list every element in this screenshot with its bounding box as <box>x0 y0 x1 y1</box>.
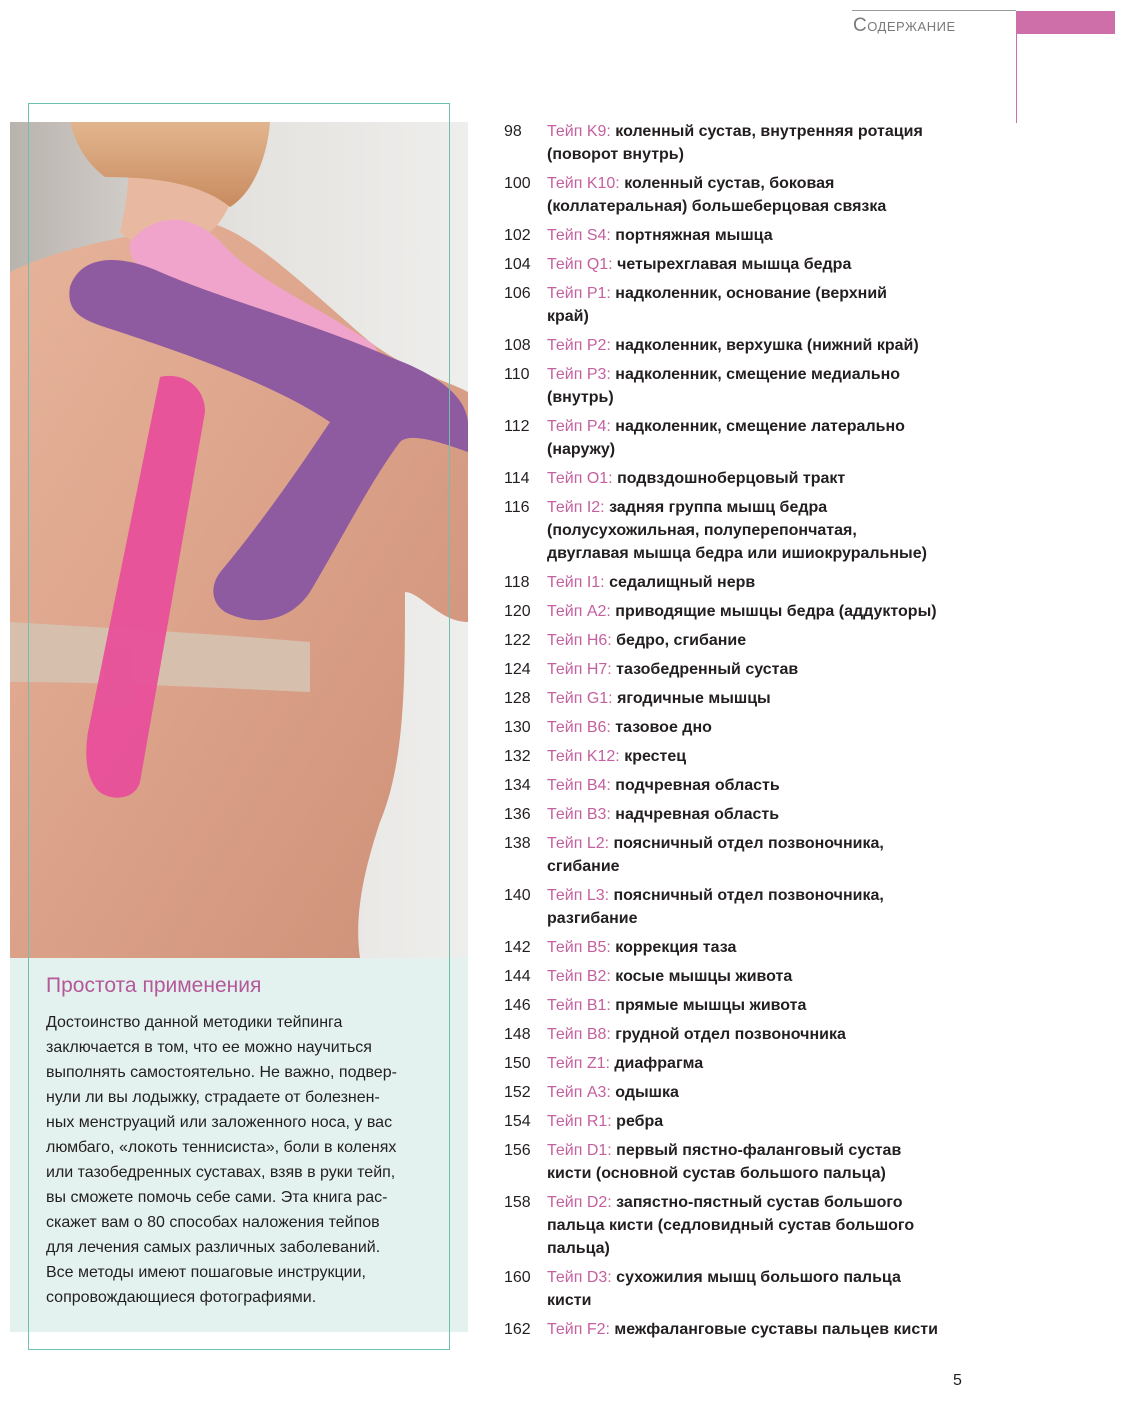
toc-entry <box>500 774 970 797</box>
toc-description: (полусухожильная, полуперепончатая, <box>547 522 857 539</box>
toc-entry <box>500 994 970 1017</box>
toc-page-number: 106 <box>504 285 531 302</box>
toc-description: надколенник, верхушка (нижний край) <box>615 337 919 354</box>
toc-entry <box>500 334 970 357</box>
toc-page-number: 140 <box>504 887 531 904</box>
toc-description: надколенник, смещение медиально <box>615 366 901 383</box>
toc-tape-code: Тейп K12: <box>547 748 620 765</box>
toc-page-number: 112 <box>504 418 530 435</box>
info-box-line: или тазобедренных суставах, взяв в руки тейп, <box>46 1164 396 1181</box>
toc-description: ребра <box>616 1113 664 1130</box>
info-box-title: Простота применения <box>46 974 262 997</box>
toc-page-number: 154 <box>504 1113 531 1130</box>
toc-page-number: 156 <box>504 1142 531 1159</box>
toc-entry <box>500 803 970 826</box>
toc-entry <box>500 172 970 218</box>
toc-tape-code: Тейп O1: <box>547 470 613 487</box>
toc-tape-code: Тейп I1: <box>547 574 605 591</box>
toc-tape-code: Тейп F2: <box>547 1321 610 1338</box>
header-rule <box>852 10 1016 11</box>
toc-entry <box>500 571 970 594</box>
info-box-line: ных менструаций или заложенного носа, у вас <box>46 1114 393 1131</box>
toc-page-number: 146 <box>504 997 531 1014</box>
toc-description: одышка <box>615 1084 679 1101</box>
toc-description: тазовое дно <box>615 719 712 736</box>
toc-description: двуглавая мышца бедра или ишиокруральные) <box>547 545 927 562</box>
section-title: Содержание <box>853 15 956 36</box>
toc-entry <box>500 687 970 710</box>
toc-description: поясничный отдел позвоночника, <box>613 887 884 904</box>
toc-tape-code: Тейп B5: <box>547 939 611 956</box>
toc-tape-code: Тейп K9: <box>547 123 611 140</box>
toc-page-number: 148 <box>504 1026 531 1043</box>
toc-description: четырехглавая мышца бедра <box>617 256 852 273</box>
toc-tape-code: Тейп D1: <box>547 1142 612 1159</box>
toc-tape-code: Тейп S4: <box>547 227 611 244</box>
info-box-line: выполнять самостоятельно. Не важно, подвер- <box>46 1064 397 1081</box>
table-of-contents <box>500 120 970 1347</box>
left-column-frame <box>28 103 450 1350</box>
toc-entry <box>500 832 970 878</box>
toc-tape-code: Тейп Q1: <box>547 256 613 273</box>
toc-page-number: 162 <box>504 1321 531 1338</box>
toc-description: грудной отдел позвоночника <box>615 1026 846 1043</box>
toc-page-number: 118 <box>504 574 530 591</box>
toc-description: (внутрь) <box>547 389 614 406</box>
toc-entry <box>500 415 970 461</box>
toc-page-number: 102 <box>504 227 531 244</box>
toc-page-number: 136 <box>504 806 531 823</box>
toc-entry <box>500 120 970 166</box>
toc-description: тазобедренный сустав <box>616 661 799 678</box>
toc-description: крестец <box>624 748 687 765</box>
toc-tape-code: Тейп R1: <box>547 1113 612 1130</box>
toc-page-number: 116 <box>504 499 530 516</box>
toc-page-number: 114 <box>504 470 530 487</box>
toc-description: (коллатеральная) большеберцовая связка <box>547 198 887 215</box>
toc-page-number: 128 <box>504 690 531 707</box>
toc-description: ягодичные мышцы <box>617 690 771 707</box>
toc-entry <box>500 496 970 565</box>
toc-description: диафрагма <box>614 1055 704 1072</box>
header-accent-line <box>1016 11 1017 123</box>
info-box-line: сопровождающиеся фотографиями. <box>46 1289 317 1306</box>
toc-page-number: 144 <box>504 968 531 985</box>
toc-description: кисти <box>547 1292 592 1309</box>
info-box-line: Все методы имеют пошаговые инструкции, <box>46 1264 366 1281</box>
toc-description: прямые мышцы живота <box>615 997 807 1014</box>
toc-tape-code: Тейп K10: <box>547 175 620 192</box>
info-box-line: заключается в том, что ее можно научиться <box>46 1039 372 1056</box>
toc-description: межфаланговые суставы пальцев кисти <box>614 1321 938 1338</box>
toc-description: кисти (основной сустав большого пальца) <box>547 1165 886 1182</box>
toc-page-number: 134 <box>504 777 531 794</box>
toc-entry <box>500 224 970 247</box>
toc-tape-code: Тейп B4: <box>547 777 611 794</box>
toc-page-number: 100 <box>504 175 531 192</box>
toc-tape-code: Тейп P1: <box>547 285 611 302</box>
toc-description: сгибание <box>547 858 620 875</box>
toc-entry <box>500 1191 970 1260</box>
toc-description: коленный сустав, внутренняя ротация <box>615 123 923 140</box>
page-number: 5 <box>953 1372 962 1389</box>
toc-entry <box>500 1266 970 1312</box>
toc-description: (наружу) <box>547 441 616 458</box>
toc-entry <box>500 467 970 490</box>
info-box-line: Достоинство данной методики тейпинга <box>46 1014 343 1031</box>
toc-tape-code: Тейп B3: <box>547 806 611 823</box>
toc-description: косые мышцы живота <box>615 968 793 985</box>
toc-tape-code: Тейп P3: <box>547 366 611 383</box>
toc-description: пальца кисти (седловидный сустав большого <box>547 1217 915 1234</box>
toc-page-number: 108 <box>504 337 531 354</box>
toc-description: коррекция таза <box>615 939 737 956</box>
toc-tape-code: Тейп H6: <box>547 632 612 649</box>
toc-description: поясничный отдел позвоночника, <box>613 835 884 852</box>
toc-page-number: 150 <box>504 1055 531 1072</box>
toc-tape-code: Тейп Z1: <box>547 1055 610 1072</box>
toc-entry <box>500 658 970 681</box>
toc-description: задняя группа мышц бедра <box>609 499 828 516</box>
toc-description: седалищный нерв <box>609 574 756 591</box>
toc-entry <box>500 1023 970 1046</box>
toc-entry <box>500 253 970 276</box>
toc-tape-code: Тейп D3: <box>547 1269 612 1286</box>
toc-entry <box>500 1139 970 1185</box>
toc-entry <box>500 716 970 739</box>
toc-page-number: 142 <box>504 939 531 956</box>
toc-page-number: 138 <box>504 835 531 852</box>
header-accent-bar <box>1016 11 1115 34</box>
toc-description: подвздошноберцовый тракт <box>617 470 846 487</box>
info-box-line: люмбаго, «локоть теннисиста», боли в коленях <box>46 1139 397 1156</box>
toc-tape-code: Тейп A2: <box>547 603 611 620</box>
toc-tape-code: Тейп B8: <box>547 1026 611 1043</box>
toc-description: подчревная область <box>615 777 780 794</box>
toc-description: надколенник, смещение латерально <box>615 418 905 435</box>
toc-description: разгибание <box>547 910 638 927</box>
info-box-line: для лечения самых различных заболеваний. <box>46 1239 381 1256</box>
toc-tape-code: Тейп P2: <box>547 337 611 354</box>
toc-description: приводящие мышцы бедра (аддукторы) <box>615 603 937 620</box>
toc-tape-code: Тейп H7: <box>547 661 612 678</box>
toc-entry <box>500 1081 970 1104</box>
toc-tape-code: Тейп B2: <box>547 968 611 985</box>
toc-page-number: 158 <box>504 1194 531 1211</box>
info-box-line: вы сможете помочь себе сами. Эта книга рас- <box>46 1189 388 1206</box>
info-box-line: скажет вам о 80 способах наложения тейпов <box>46 1214 380 1231</box>
toc-entry <box>500 363 970 409</box>
toc-page-number: 104 <box>504 256 531 273</box>
toc-description: край) <box>547 308 589 325</box>
toc-description: надколенник, основание (верхний <box>615 285 888 302</box>
toc-entry <box>500 1318 970 1341</box>
toc-entry <box>500 965 970 988</box>
toc-entry <box>500 282 970 328</box>
toc-tape-code: Тейп L3: <box>547 887 610 904</box>
toc-tape-code: Тейп G1: <box>547 690 613 707</box>
toc-description: бедро, сгибание <box>616 632 747 649</box>
toc-page-number: 122 <box>504 632 531 649</box>
toc-page-number: 152 <box>504 1084 531 1101</box>
toc-entry <box>500 629 970 652</box>
toc-tape-code: Тейп L2: <box>547 835 610 852</box>
toc-description: надчревная область <box>615 806 780 823</box>
toc-tape-code: Тейп D2: <box>547 1194 612 1211</box>
toc-entry <box>500 936 970 959</box>
toc-page-number: 98 <box>504 123 522 140</box>
toc-entry <box>500 884 970 930</box>
toc-tape-code: Тейп B1: <box>547 997 611 1014</box>
toc-description: сухожилия мышц большого пальца <box>616 1269 901 1286</box>
toc-page-number: 110 <box>504 366 530 383</box>
toc-entry <box>500 600 970 623</box>
toc-tape-code: Тейп B6: <box>547 719 611 736</box>
toc-description: пальца) <box>547 1240 610 1257</box>
toc-tape-code: Тейп A3: <box>547 1084 611 1101</box>
info-box-line: нули ли вы лодыжку, страдаете от болезнен- <box>46 1089 380 1106</box>
toc-page-number: 160 <box>504 1269 531 1286</box>
toc-page-number: 130 <box>504 719 531 736</box>
toc-page-number: 124 <box>504 661 531 678</box>
toc-description: запястно-пястный сустав большого <box>616 1194 903 1211</box>
toc-page-number: 120 <box>504 603 531 620</box>
toc-description: (поворот внутрь) <box>547 146 684 163</box>
toc-entry <box>500 1110 970 1133</box>
toc-tape-code: Тейп P4: <box>547 418 611 435</box>
toc-tape-code: Тейп I2: <box>547 499 605 516</box>
toc-entry <box>500 1052 970 1075</box>
toc-description: коленный сустав, боковая <box>624 175 835 192</box>
toc-entry <box>500 745 970 768</box>
toc-page-number: 132 <box>504 748 531 765</box>
toc-description: первый пястно-фаланговый сустав <box>616 1142 902 1159</box>
toc-description: портняжная мышца <box>615 227 773 244</box>
